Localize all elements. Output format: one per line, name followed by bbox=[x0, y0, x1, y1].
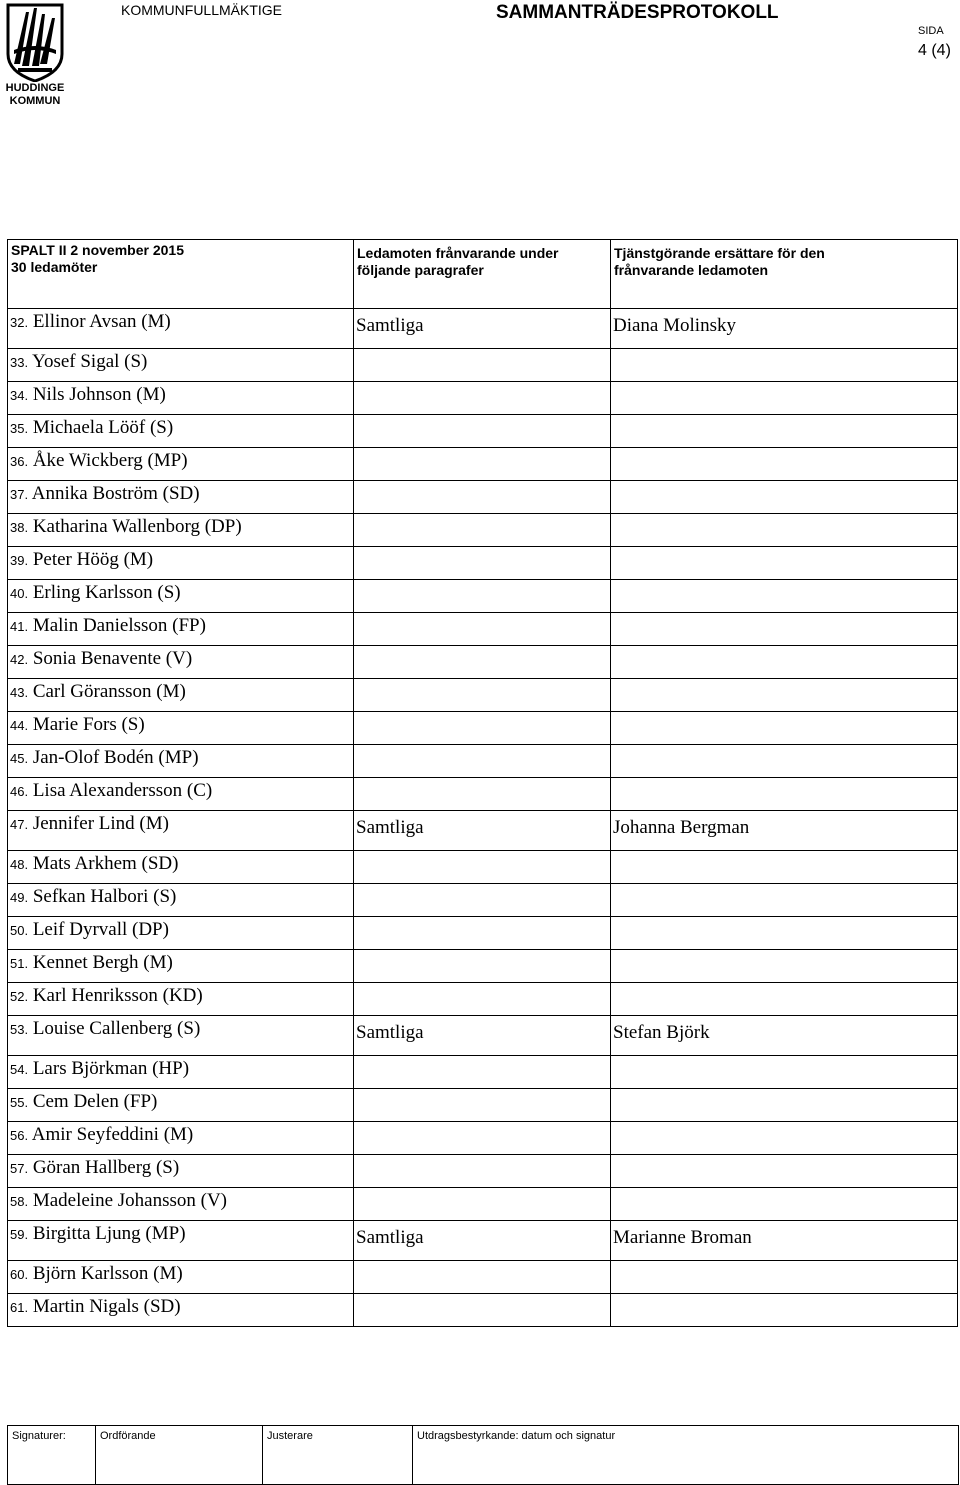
member-name: Nils Johnson (M) bbox=[32, 384, 166, 405]
member-cell bbox=[8, 448, 354, 481]
table-row bbox=[8, 1016, 958, 1056]
table-body bbox=[8, 309, 958, 1327]
member-name: Lisa Alexandersson (C) bbox=[32, 780, 213, 801]
absent-paragraphs-cell bbox=[354, 1122, 611, 1155]
member-name: Åke Wickberg (MP) bbox=[32, 450, 188, 471]
table-row bbox=[8, 514, 958, 547]
member-cell bbox=[8, 1089, 354, 1122]
substitute-name bbox=[611, 1155, 957, 1161]
logo-text-line1: HUDDINGE bbox=[5, 82, 65, 94]
member-number: 43. bbox=[10, 685, 29, 700]
absent-paragraphs-cell bbox=[354, 884, 611, 917]
table-row bbox=[8, 745, 958, 778]
column-header-substitute: Tjänstgörande ersättare för den frånvarande ledamoten bbox=[611, 240, 958, 309]
absent-paragraphs bbox=[354, 851, 610, 857]
absent-paragraphs-cell bbox=[354, 646, 611, 679]
member-number: 51. bbox=[10, 956, 29, 971]
member-number: 55. bbox=[10, 1095, 29, 1110]
absent-paragraphs: Samtliga bbox=[356, 817, 424, 838]
substitute-cell bbox=[611, 1261, 958, 1294]
signatures-label: Signaturer: bbox=[8, 1426, 96, 1485]
table-row bbox=[8, 1089, 958, 1122]
member-cell bbox=[8, 481, 354, 514]
member-name: Yosef Sigal (S) bbox=[32, 351, 148, 372]
table-row bbox=[8, 547, 958, 580]
absent-paragraphs bbox=[354, 778, 610, 784]
substitute-name bbox=[611, 514, 957, 520]
member-cell bbox=[8, 917, 354, 950]
member-name: Annika Boström (SD) bbox=[31, 483, 200, 504]
absent-paragraphs-cell bbox=[354, 1294, 611, 1327]
member-number: 39. bbox=[10, 553, 29, 568]
member-cell bbox=[8, 415, 354, 448]
table-row bbox=[8, 1122, 958, 1155]
substitute-cell bbox=[611, 613, 958, 646]
absent-paragraphs bbox=[354, 1188, 610, 1194]
substitute-name: Diana Molinsky bbox=[613, 315, 736, 336]
substitute-cell bbox=[611, 950, 958, 983]
table-row bbox=[8, 778, 958, 811]
table-row bbox=[8, 349, 958, 382]
substitute-cell bbox=[611, 851, 958, 884]
substitute-cell bbox=[611, 580, 958, 613]
member-number: 52. bbox=[10, 989, 29, 1004]
absent-paragraphs: Samtliga bbox=[356, 1022, 424, 1043]
absent-paragraphs bbox=[354, 448, 610, 454]
member-number: 35. bbox=[10, 421, 29, 436]
substitute-name bbox=[611, 950, 957, 956]
absent-paragraphs-cell bbox=[354, 382, 611, 415]
member-name: Sonia Benavente (V) bbox=[32, 648, 193, 669]
member-cell bbox=[8, 1155, 354, 1188]
table-row bbox=[8, 712, 958, 745]
absent-paragraphs-cell bbox=[354, 448, 611, 481]
member-cell bbox=[8, 1016, 354, 1056]
body-name: KOMMUNFULLMÄKTIGE bbox=[121, 2, 283, 18]
member-number: 57. bbox=[10, 1161, 29, 1176]
substitute-name bbox=[611, 884, 957, 890]
table-row bbox=[8, 481, 958, 514]
table-row bbox=[8, 851, 958, 884]
table-row bbox=[8, 679, 958, 712]
member-number: 50. bbox=[10, 923, 29, 938]
member-cell bbox=[8, 547, 354, 580]
substitute-cell bbox=[611, 884, 958, 917]
absent-paragraphs-cell bbox=[354, 1089, 611, 1122]
member-cell bbox=[8, 1056, 354, 1089]
table-row bbox=[8, 983, 958, 1016]
member-number: 47. bbox=[10, 817, 29, 832]
substitute-name bbox=[611, 712, 957, 718]
substitute-name bbox=[611, 1294, 957, 1300]
table-row bbox=[8, 1294, 958, 1327]
substitute-cell bbox=[611, 1294, 958, 1327]
attendance-table bbox=[7, 239, 958, 1327]
member-number: 41. bbox=[10, 619, 29, 634]
absent-paragraphs: Samtliga bbox=[356, 315, 424, 336]
member-name: Michaela Lööf (S) bbox=[32, 417, 174, 438]
substitute-name bbox=[611, 679, 957, 685]
substitute-name: Stefan Björk bbox=[613, 1022, 710, 1043]
member-number: 49. bbox=[10, 890, 29, 905]
member-number: 56. bbox=[10, 1128, 29, 1143]
member-number: 42. bbox=[10, 652, 29, 667]
absent-paragraphs-cell bbox=[354, 851, 611, 884]
member-cell bbox=[8, 1221, 354, 1261]
absent-paragraphs-cell bbox=[354, 580, 611, 613]
substitute-name: Johanna Bergman bbox=[613, 817, 750, 838]
member-cell bbox=[8, 382, 354, 415]
substitute-cell bbox=[611, 1056, 958, 1089]
chair-signature-field: Ordförande bbox=[96, 1426, 263, 1485]
member-name: Göran Hallberg (S) bbox=[32, 1157, 180, 1178]
absent-paragraphs-cell bbox=[354, 349, 611, 382]
member-name: Karl Henriksson (KD) bbox=[32, 985, 203, 1006]
member-name: Cem Delen (FP) bbox=[32, 1091, 158, 1112]
member-number: 38. bbox=[10, 520, 29, 535]
absent-paragraphs bbox=[354, 613, 610, 619]
absent-paragraphs bbox=[354, 983, 610, 989]
member-cell bbox=[8, 1122, 354, 1155]
substitute-cell bbox=[611, 514, 958, 547]
member-name: Peter Höög (M) bbox=[32, 549, 154, 570]
absent-paragraphs bbox=[354, 712, 610, 718]
member-name: Leif Dyrvall (DP) bbox=[32, 919, 169, 940]
substitute-cell bbox=[611, 415, 958, 448]
absent-paragraphs bbox=[354, 481, 610, 487]
substitute-name bbox=[611, 745, 957, 751]
member-cell bbox=[8, 580, 354, 613]
member-number: 34. bbox=[10, 388, 29, 403]
member-cell bbox=[8, 950, 354, 983]
member-name: Marie Fors (S) bbox=[32, 714, 145, 735]
member-name: Erling Karlsson (S) bbox=[32, 582, 181, 603]
substitute-cell bbox=[611, 679, 958, 712]
adjuster-signature-field: Justerare bbox=[263, 1426, 413, 1485]
substitute-cell bbox=[611, 745, 958, 778]
absent-paragraphs-cell bbox=[354, 811, 611, 851]
substitute-name bbox=[611, 448, 957, 454]
column-header-members: SPALT II 2 november 2015 30 ledamöter bbox=[8, 240, 354, 309]
member-number: 61. bbox=[10, 1300, 29, 1315]
table-row bbox=[8, 1188, 958, 1221]
absent-paragraphs bbox=[354, 1294, 610, 1300]
substitute-cell bbox=[611, 448, 958, 481]
absent-paragraphs-cell bbox=[354, 917, 611, 950]
substitute-name: Marianne Broman bbox=[613, 1227, 752, 1248]
substitute-cell bbox=[611, 349, 958, 382]
table-row bbox=[8, 1261, 958, 1294]
substitute-cell bbox=[611, 1122, 958, 1155]
table-row bbox=[8, 1056, 958, 1089]
table-row bbox=[8, 613, 958, 646]
member-cell bbox=[8, 851, 354, 884]
member-name: Malin Danielsson (FP) bbox=[32, 615, 206, 636]
substitute-name bbox=[611, 778, 957, 784]
absent-paragraphs bbox=[354, 382, 610, 388]
substitute-cell bbox=[611, 1188, 958, 1221]
absent-paragraphs bbox=[354, 1122, 610, 1128]
column-header-absent: Ledamoten frånvarande under följande paragrafer bbox=[354, 240, 611, 309]
table-row bbox=[8, 415, 958, 448]
absent-paragraphs bbox=[354, 547, 610, 553]
extract-certification-field: Utdragsbestyrkande: datum och signatur bbox=[413, 1426, 959, 1485]
member-cell bbox=[8, 646, 354, 679]
absent-paragraphs bbox=[354, 950, 610, 956]
absent-paragraphs bbox=[354, 884, 610, 890]
member-name: Lars Björkman (HP) bbox=[32, 1058, 190, 1079]
member-number: 37. bbox=[10, 487, 29, 502]
absent-paragraphs bbox=[354, 679, 610, 685]
member-name: Louise Callenberg (S) bbox=[32, 1018, 201, 1039]
member-cell bbox=[8, 1188, 354, 1221]
member-cell bbox=[8, 884, 354, 917]
table-row bbox=[8, 309, 958, 349]
member-cell bbox=[8, 613, 354, 646]
absent-paragraphs-cell bbox=[354, 309, 611, 349]
absent-paragraphs-cell bbox=[354, 1188, 611, 1221]
substitute-cell bbox=[611, 1016, 958, 1056]
table-row bbox=[8, 917, 958, 950]
absent-paragraphs-cell bbox=[354, 1221, 611, 1261]
absent-paragraphs-cell bbox=[354, 1261, 611, 1294]
substitute-name bbox=[611, 1188, 957, 1194]
substitute-cell bbox=[611, 481, 958, 514]
member-name: Martin Nigals (SD) bbox=[32, 1296, 181, 1317]
absent-paragraphs bbox=[354, 1089, 610, 1095]
substitute-name bbox=[611, 580, 957, 586]
member-name: Ellinor Avsan (M) bbox=[32, 311, 171, 332]
substitute-cell bbox=[611, 1221, 958, 1261]
absent-paragraphs-cell bbox=[354, 481, 611, 514]
member-cell bbox=[8, 983, 354, 1016]
substitute-name bbox=[611, 851, 957, 857]
member-cell bbox=[8, 745, 354, 778]
substitute-cell bbox=[611, 646, 958, 679]
absent-paragraphs bbox=[354, 1155, 610, 1161]
absent-paragraphs-cell bbox=[354, 547, 611, 580]
substitute-cell bbox=[611, 811, 958, 851]
member-cell bbox=[8, 778, 354, 811]
absent-paragraphs-cell bbox=[354, 1155, 611, 1188]
substitute-cell bbox=[611, 917, 958, 950]
member-number: 32. bbox=[10, 315, 29, 330]
substitute-name bbox=[611, 415, 957, 421]
member-number: 53. bbox=[10, 1022, 29, 1037]
member-number: 48. bbox=[10, 857, 29, 872]
member-cell bbox=[8, 712, 354, 745]
absent-paragraphs-cell bbox=[354, 679, 611, 712]
substitute-name bbox=[611, 613, 957, 619]
substitute-name bbox=[611, 1122, 957, 1128]
absent-paragraphs bbox=[354, 349, 610, 355]
absent-paragraphs-cell bbox=[354, 1016, 611, 1056]
substitute-cell bbox=[611, 778, 958, 811]
substitute-name bbox=[611, 917, 957, 923]
member-name: Amir Seyfeddini (M) bbox=[31, 1124, 194, 1145]
member-cell bbox=[8, 309, 354, 349]
member-number: 36. bbox=[10, 454, 29, 469]
absent-paragraphs-cell bbox=[354, 950, 611, 983]
signature-footer bbox=[7, 1425, 959, 1485]
absent-paragraphs-cell bbox=[354, 514, 611, 547]
member-name: Jennifer Lind (M) bbox=[32, 813, 169, 834]
logo-text-line2: KOMMUN bbox=[9, 95, 61, 107]
member-cell bbox=[8, 514, 354, 547]
absent-paragraphs bbox=[354, 415, 610, 421]
member-name: Birgitta Ljung (MP) bbox=[32, 1223, 186, 1244]
substitute-cell bbox=[611, 309, 958, 349]
absent-paragraphs bbox=[354, 514, 610, 520]
member-number: 54. bbox=[10, 1062, 29, 1077]
member-name: Carl Göransson (M) bbox=[32, 681, 186, 702]
member-cell bbox=[8, 1294, 354, 1327]
member-cell bbox=[8, 1261, 354, 1294]
absent-paragraphs bbox=[354, 917, 610, 923]
substitute-cell bbox=[611, 382, 958, 415]
substitute-cell bbox=[611, 1089, 958, 1122]
page-number: 4 (4) bbox=[918, 42, 951, 59]
substitute-name bbox=[611, 547, 957, 553]
crest-icon bbox=[2, 2, 68, 82]
absent-paragraphs-cell bbox=[354, 1056, 611, 1089]
table-row bbox=[8, 811, 958, 851]
substitute-cell bbox=[611, 547, 958, 580]
substitute-name bbox=[611, 481, 957, 487]
substitute-name bbox=[611, 349, 957, 355]
member-number: 40. bbox=[10, 586, 29, 601]
table-row bbox=[8, 950, 958, 983]
absent-paragraphs-cell bbox=[354, 613, 611, 646]
table-row bbox=[8, 580, 958, 613]
document-type: SAMMANTRÄDESPROTOKOLL bbox=[496, 2, 779, 23]
table-row bbox=[8, 1221, 958, 1261]
member-name: Mats Arkhem (SD) bbox=[32, 853, 179, 874]
member-name: Björn Karlsson (M) bbox=[32, 1263, 183, 1284]
member-number: 59. bbox=[10, 1227, 29, 1242]
absent-paragraphs bbox=[354, 580, 610, 586]
substitute-name bbox=[611, 983, 957, 989]
absent-paragraphs: Samtliga bbox=[356, 1227, 424, 1248]
absent-paragraphs bbox=[354, 745, 610, 751]
member-number: 44. bbox=[10, 718, 29, 733]
substitute-name bbox=[611, 1056, 957, 1062]
substitute-name bbox=[611, 382, 957, 388]
municipality-logo bbox=[2, 2, 68, 108]
member-cell bbox=[8, 679, 354, 712]
substitute-name bbox=[611, 1261, 957, 1267]
member-name: Jan-Olof Bodén (MP) bbox=[32, 747, 199, 768]
table-row bbox=[8, 646, 958, 679]
table-header-row bbox=[8, 240, 958, 309]
member-number: 60. bbox=[10, 1267, 29, 1282]
table-row bbox=[8, 382, 958, 415]
member-name: Kennet Bergh (M) bbox=[32, 952, 173, 973]
member-number: 46. bbox=[10, 784, 29, 799]
absent-paragraphs-cell bbox=[354, 778, 611, 811]
absent-paragraphs-cell bbox=[354, 712, 611, 745]
member-name: Madeleine Johansson (V) bbox=[32, 1190, 228, 1211]
absent-paragraphs-cell bbox=[354, 745, 611, 778]
member-number: 58. bbox=[10, 1194, 29, 1209]
member-cell bbox=[8, 349, 354, 382]
member-name: Sefkan Halbori (S) bbox=[32, 886, 177, 907]
substitute-cell bbox=[611, 1155, 958, 1188]
member-name: Katharina Wallenborg (DP) bbox=[32, 516, 242, 537]
table-row bbox=[8, 448, 958, 481]
absent-paragraphs-cell bbox=[354, 415, 611, 448]
absent-paragraphs bbox=[354, 1056, 610, 1062]
absent-paragraphs bbox=[354, 646, 610, 652]
substitute-cell bbox=[611, 712, 958, 745]
substitute-name bbox=[611, 646, 957, 652]
substitute-cell bbox=[611, 983, 958, 1016]
page-label: SIDA bbox=[918, 25, 944, 37]
member-cell bbox=[8, 811, 354, 851]
table-row bbox=[8, 1155, 958, 1188]
substitute-name bbox=[611, 1089, 957, 1095]
absent-paragraphs bbox=[354, 1261, 610, 1267]
member-number: 45. bbox=[10, 751, 29, 766]
absent-paragraphs-cell bbox=[354, 983, 611, 1016]
member-number: 33. bbox=[10, 355, 29, 370]
table-row bbox=[8, 884, 958, 917]
